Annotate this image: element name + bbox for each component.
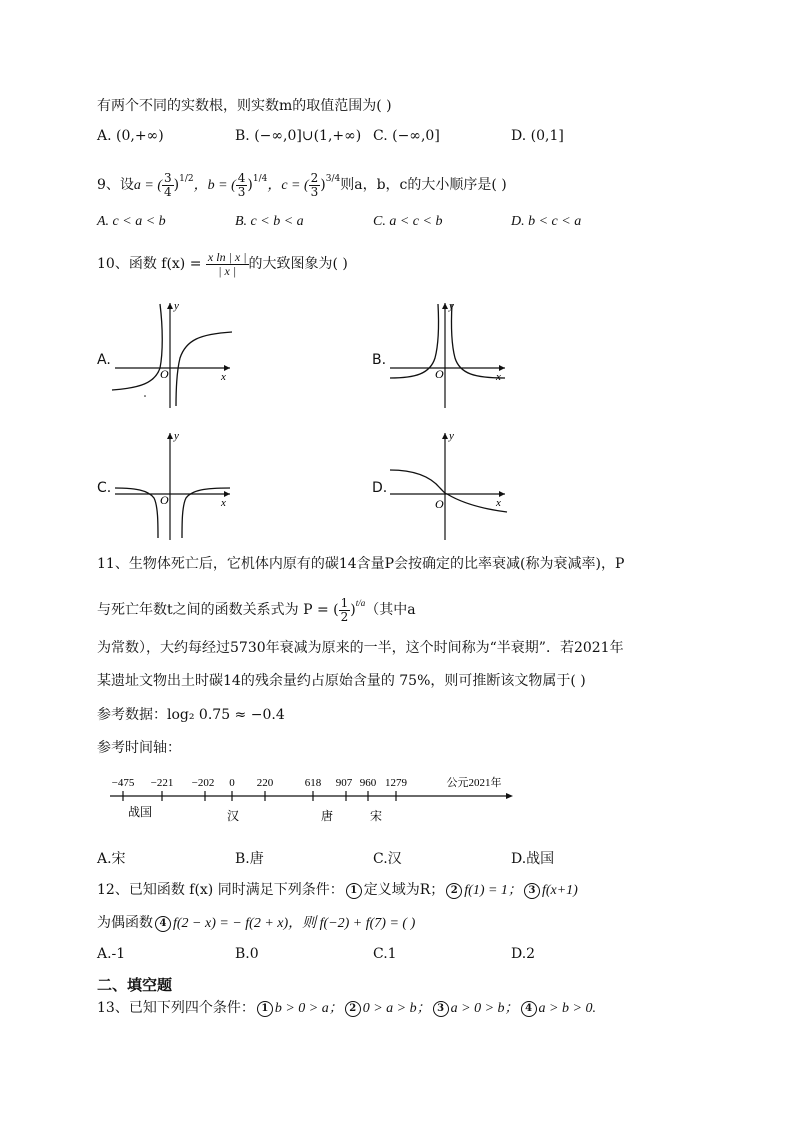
graph-d[interactable] — [385, 428, 510, 543]
q9-c-fraction: $\frac{2}{3}$ — [310, 170, 319, 199]
curve-left — [112, 304, 162, 390]
q9-a-fraction: $\frac{3}{4}$ — [164, 170, 172, 199]
tick-label: −202 — [191, 777, 215, 789]
x-label: x — [496, 497, 501, 509]
curve-right — [451, 304, 505, 378]
q9-option-d[interactable]: D. b < c < a — [511, 214, 582, 229]
circle-number: 1 — [257, 1001, 273, 1017]
q9-stem: 9、设a = ( $\frac{3}{4}$ )$^{1/2}$，b = ( $\frac{4}{3}$ )$^{1/4}$，c = ( $\frac{2}{3}$ )$^{3/4}$则a，b，c的大小顺序是( ) — [97, 170, 507, 199]
curve-left — [115, 488, 158, 538]
q11-ref-timeline-label: 参考时间轴： — [97, 740, 181, 756]
q12-option-c[interactable]: C.1 — [373, 946, 397, 962]
q8-options — [97, 128, 697, 148]
y-label: y — [174, 300, 179, 312]
q12-option-b[interactable]: B.0 — [235, 946, 259, 962]
graph-c-label[interactable]: C. — [97, 480, 112, 496]
q9-option-b[interactable]: B. c < b < a — [235, 214, 304, 229]
circle-number: 4 — [521, 1001, 537, 1017]
circle-number: 1 — [346, 883, 362, 899]
graph-a[interactable] — [110, 298, 235, 413]
q12-option-a[interactable]: A.-1 — [97, 946, 126, 962]
curve-left — [390, 304, 439, 378]
circle-number: 4 — [155, 916, 171, 932]
q8-stem: 有两个不同的实数根，则实数m的取值范围为( ) — [97, 98, 392, 114]
origin-label: O — [160, 367, 169, 381]
tick-label: 907 — [335, 777, 353, 789]
circle-number: 3 — [524, 883, 540, 899]
q11-option-b[interactable]: B.唐 — [235, 851, 264, 867]
era-label: 宋 — [369, 809, 383, 823]
q11-ref-data: 参考数据：log₂ 0.75 ≈ −0.4 — [97, 707, 285, 723]
q12-line1: 12、已知函数 f(x) 同时满足下列条件： 1 定义域为R； 2 f(1) = 1； 3 f(x+1) — [97, 882, 578, 898]
y-label: y — [449, 300, 454, 312]
q9-option-a[interactable]: A. c < a < b — [97, 214, 166, 229]
era-label: 战国 — [127, 805, 153, 819]
curve — [390, 470, 507, 512]
tick-label: −475 — [111, 777, 135, 789]
x-label: x — [221, 371, 226, 383]
y-label: y — [174, 430, 179, 442]
timeline — [100, 770, 520, 830]
circle-number: 2 — [446, 883, 462, 899]
section-heading: 二、填空题 — [97, 976, 173, 994]
timeline-arrow — [506, 793, 513, 799]
y-axis-arrow — [442, 303, 448, 309]
q11-line2: 与死亡年数t之间的函数关系式为 P = ( $\frac{1}{2}$ )$^{t/a}$（其中a — [97, 595, 416, 624]
graph-b-label[interactable]: B. — [372, 352, 387, 368]
q11-option-c[interactable]: C.汉 — [373, 851, 402, 867]
q8-option-d[interactable]: D. (0,1] — [511, 128, 564, 144]
q9-option-c[interactable]: C. a < c < b — [373, 214, 443, 229]
origin-label: O — [160, 493, 169, 507]
tick-label: −221 — [150, 777, 174, 789]
q11-line4: 某遗址文物出土时碳14的残余量约占原始含量的 75%，则可推断该文物属于( ) — [97, 673, 586, 689]
q11-line3: 为常数），大约每经过5730年衰减为原来的一半，这个时间称为“半衰期”．若2021年 — [97, 640, 624, 656]
tick-label: 1279 — [385, 777, 407, 789]
timeline-end-label: 公元2021年 — [446, 777, 502, 789]
tick-label: 618 — [304, 777, 322, 789]
graph-b[interactable] — [385, 298, 510, 413]
y-axis-arrow — [167, 433, 173, 439]
tick-label: 0 — [229, 777, 235, 789]
q13-stem: 13、已知下列四个条件： 1 b > 0 > a； 2 0 > a > b； 3 a > 0 > b； 4 a > b > 0. — [97, 1000, 596, 1016]
tick-label: 220 — [256, 777, 274, 789]
y-axis-arrow — [167, 303, 173, 309]
graph-c[interactable] — [110, 428, 235, 543]
curve-right — [176, 332, 232, 406]
y-axis-arrow — [442, 433, 448, 439]
origin-label: O — [435, 367, 444, 381]
graph-d-label[interactable]: D. — [372, 480, 388, 496]
x-label: x — [496, 371, 501, 383]
q8-option-b[interactable]: B. (−∞,0]∪(1,+∞) — [235, 128, 362, 144]
q12-options — [97, 946, 697, 966]
q9-b-fraction: $\frac{4}{3}$ — [237, 170, 246, 199]
q8-option-a[interactable]: A. (0,+∞) — [97, 128, 164, 144]
q9-options — [97, 214, 697, 234]
x-label: x — [221, 497, 226, 509]
origin-label: O — [435, 497, 444, 511]
q12-option-d[interactable]: D.2 — [511, 946, 536, 962]
tick-label: 960 — [359, 777, 377, 789]
q10-stem: 10、函数 f(x) = $\frac{\text{x ln | x |}}{| x |}$ 的大致图象为( ) — [97, 249, 348, 278]
era-label: 汉 — [226, 809, 240, 823]
era-label: 唐 — [320, 809, 334, 823]
q12-line2: 为偶函数 4 f(2 − x) = − f(2 + x)，则 f(−2) + f(7) = ( ) — [97, 915, 416, 931]
q11-option-a[interactable]: A.宋 — [97, 851, 126, 867]
y-label: y — [449, 430, 454, 442]
q11-line1: 11、生物体死亡后，它机体内原有的碳14含量P会按确定的比率衰减(称为衰减率)，P — [97, 556, 625, 572]
q11-fraction: $\frac{1}{2}$ — [340, 595, 349, 624]
q11-options — [97, 848, 697, 868]
q11-option-d[interactable]: D.战国 — [511, 851, 555, 867]
circle-number: 3 — [433, 1001, 449, 1017]
q8-option-c[interactable]: C. (−∞,0] — [373, 128, 440, 144]
q10-fraction: $\frac{\text{x ln | x |}}{| x |}$ — [207, 249, 247, 278]
curve-right — [182, 488, 230, 538]
circle-number: 2 — [345, 1001, 361, 1017]
graph-a-label[interactable]: A. — [97, 352, 111, 368]
